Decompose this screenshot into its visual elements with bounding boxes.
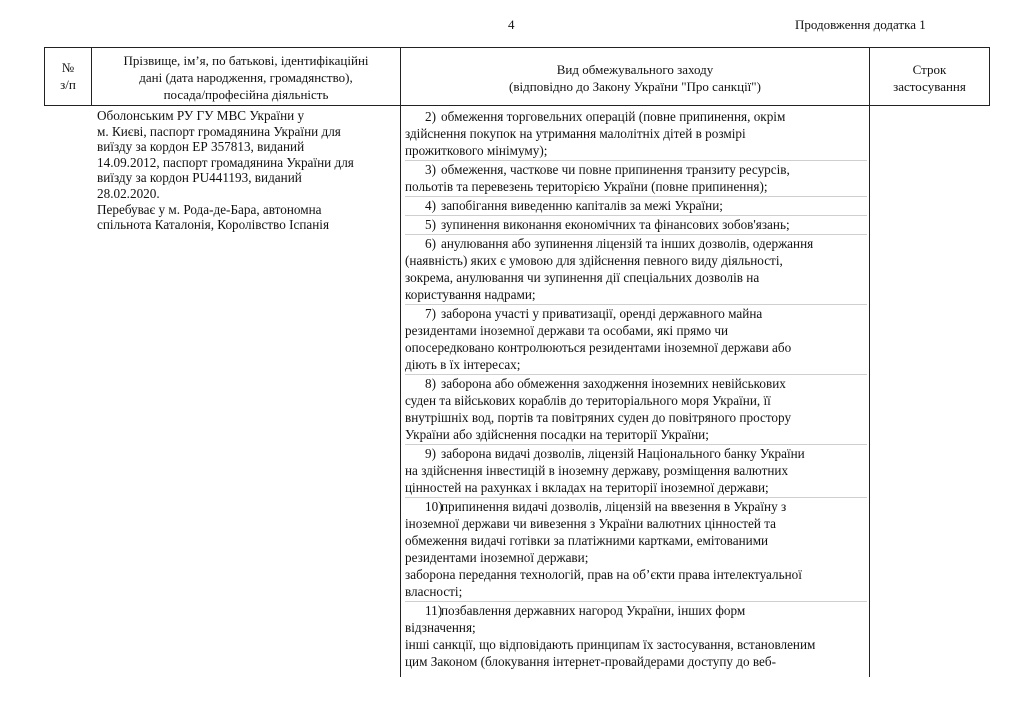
measure-number: 2)	[425, 109, 436, 124]
measure-item	[405, 444, 867, 497]
measure-line	[405, 125, 867, 142]
measure-item	[405, 196, 867, 215]
measure-line	[405, 142, 867, 159]
measure-text: зокрема, анулювання чи зупинення дії спеціальних дозволів на	[405, 270, 760, 285]
measure-line	[405, 515, 867, 532]
page-number: 4	[508, 17, 515, 32]
table-header-bottom-rule	[44, 105, 990, 106]
measure-text: (наявність) яких є умовою для здійснення певного виду діяльності,	[405, 253, 783, 268]
measure-text: анулювання або зупинення ліцензій та інших дозволів, одержання	[441, 236, 814, 251]
measure-text: опосередковано контролюються резидентами іноземної держави або	[405, 340, 792, 355]
measure-text: діють в їх інтересах;	[405, 357, 521, 372]
measure-text: заборона видачі дозволів, ліцензій Національного банку України	[441, 446, 805, 461]
column-divider	[44, 47, 45, 105]
measure-line	[405, 216, 867, 233]
measure-line	[405, 339, 867, 356]
measure-number: 4)	[425, 198, 436, 213]
measure-line	[405, 602, 867, 619]
measure-number: 9)	[425, 446, 436, 461]
measure-line	[405, 636, 867, 653]
measure-text: зупинення виконання економічних та фінансових зобов'язань;	[441, 217, 790, 232]
header-term-line: Строк	[912, 62, 947, 77]
header-number-line: з/п	[60, 77, 76, 92]
measure-number: 5)	[425, 217, 436, 232]
measure-line	[405, 375, 867, 392]
header-person-line: дані (дата народження, громадянство),	[139, 70, 353, 85]
column-divider	[989, 47, 990, 105]
measure-text: внутрішніх вод, портів та повітряних суден до повітряного простору	[405, 410, 792, 425]
header-measure-column	[402, 61, 868, 95]
continuation-label: Продовження додатка 1	[795, 17, 926, 32]
measure-line	[405, 462, 867, 479]
measure-number: 7)	[425, 306, 436, 321]
measure-line	[405, 322, 867, 339]
measure-line	[405, 583, 867, 600]
header-person-column	[94, 52, 398, 103]
measure-line	[405, 286, 867, 303]
measure-line	[405, 498, 867, 515]
measure-text: прожиткового мінімуму);	[405, 143, 548, 158]
measure-item	[405, 160, 867, 196]
header-term-line: застосування	[893, 79, 966, 94]
measure-line	[405, 426, 867, 443]
measure-line	[405, 305, 867, 322]
measure-item	[405, 497, 867, 601]
measure-line	[405, 269, 867, 286]
measure-number: 8)	[425, 376, 436, 391]
measure-item	[405, 215, 867, 234]
measure-line	[405, 619, 867, 636]
measure-text: іноземної держави чи вивезення з України валютних цінностей та	[405, 516, 777, 531]
measure-text: резидентами іноземної держави;	[405, 550, 589, 565]
column-divider	[869, 47, 870, 677]
measure-text: припинення видачі дозволів, ліцензій на ввезення в Україну з	[441, 499, 787, 514]
measure-line	[405, 252, 867, 269]
measure-text: інші санкції, що відповідають принципам їх застосування, встановленим	[405, 637, 816, 652]
measure-text: заборона участі у приватизації, оренді державного майна	[441, 306, 763, 321]
person-line: виїзду за кордон ЕР 357813, виданий	[97, 139, 305, 155]
measure-text: здійснення покупок на утримання малолітніх дітей в розмірі	[405, 126, 746, 141]
measure-number: 10)	[425, 499, 443, 514]
measure-text: користування надрами;	[405, 287, 536, 302]
header-number-column	[46, 59, 90, 93]
header-measure-line: Вид обмежувального заходу	[556, 62, 714, 77]
measure-text: польотів та перевезень територією України (повне припинення);	[405, 179, 768, 194]
measure-line	[405, 356, 867, 373]
measure-number: 6)	[425, 236, 436, 251]
table-top-rule	[44, 47, 990, 48]
measure-item	[405, 601, 867, 671]
person-line: Оболонським РУ ГУ МВС України у	[97, 108, 305, 123]
measure-line	[405, 108, 867, 125]
measure-text: суден та військових кораблів до територіального моря України, її	[405, 393, 771, 408]
measure-text: заборона або обмеження заходження іноземних невійськових	[441, 376, 786, 391]
person-line: виїзду за кордон PU441193, виданий	[97, 170, 302, 186]
header-measure-line: (відповідно до Закону України "Про санкції")	[509, 79, 761, 94]
measure-text: обмеження видачі готівки за платіжними картками, емітованими	[405, 533, 769, 548]
measure-line	[405, 409, 867, 426]
person-line: м. Києві, паспорт громадянина України для	[97, 123, 341, 139]
person-line: 28.02.2020.	[97, 185, 160, 201]
column-divider	[91, 47, 92, 105]
measure-number: 11)	[425, 603, 443, 618]
header-number-line: №	[61, 60, 75, 75]
column-divider	[400, 47, 401, 677]
measure-text: резидентами іноземної держави та особами, які прямо чи	[405, 323, 729, 338]
measure-text: заборона передання технологій, прав на об’єкти права інтелектуальної	[405, 567, 802, 582]
measure-line	[405, 445, 867, 462]
measure-line	[405, 653, 867, 670]
measure-line	[405, 532, 867, 549]
measure-line	[405, 479, 867, 496]
measure-line	[405, 392, 867, 409]
measure-item	[405, 374, 867, 444]
measure-item	[405, 234, 867, 304]
measure-text: обмеження, часткове чи повне припинення транзиту ресурсів,	[441, 162, 790, 177]
measure-text: цим Законом (блокування інтернет-провайдерами доступу до веб-	[405, 654, 776, 669]
measure-text: на здійснення інвестицій в іноземну державу, розміщення валютних	[405, 463, 789, 478]
header-person-line: посада/професійна діяльність	[163, 87, 329, 102]
measure-text: відзначення;	[405, 620, 476, 635]
measure-line	[405, 161, 867, 178]
measure-line	[405, 235, 867, 252]
measure-text: України або здійснення посадки на території України;	[405, 427, 709, 442]
person-line: спільнота Каталонія, Королівство Іспанія	[97, 217, 330, 233]
measure-line	[405, 566, 867, 583]
measure-text: запобігання виведенню капіталів за межі України;	[441, 198, 723, 213]
person-line: Перебуває у м. Рода-де-Бара, автономна	[97, 201, 322, 217]
measure-text: власності;	[405, 584, 463, 599]
header-person-line: Прізвище, ім’я, по батькові, ідентифікаційні	[123, 53, 369, 68]
measure-text: позбавлення державних нагород України, інших форм	[441, 603, 746, 618]
measure-line	[405, 197, 867, 214]
person-line: 14.09.2012, паспорт громадянина України для	[97, 154, 354, 170]
measure-line	[405, 178, 867, 195]
header-term-column	[871, 61, 988, 95]
measure-text: обмеження торговельних операцій (повне припинення, окрім	[441, 109, 786, 124]
measure-number: 3)	[425, 162, 436, 177]
measure-item	[405, 304, 867, 374]
measure-text: цінностей на рахунках і вкладах на території іноземної держави;	[405, 480, 769, 495]
measure-item	[405, 108, 867, 160]
measures-list	[405, 108, 867, 671]
measure-line	[405, 549, 867, 566]
person-details	[97, 108, 397, 233]
